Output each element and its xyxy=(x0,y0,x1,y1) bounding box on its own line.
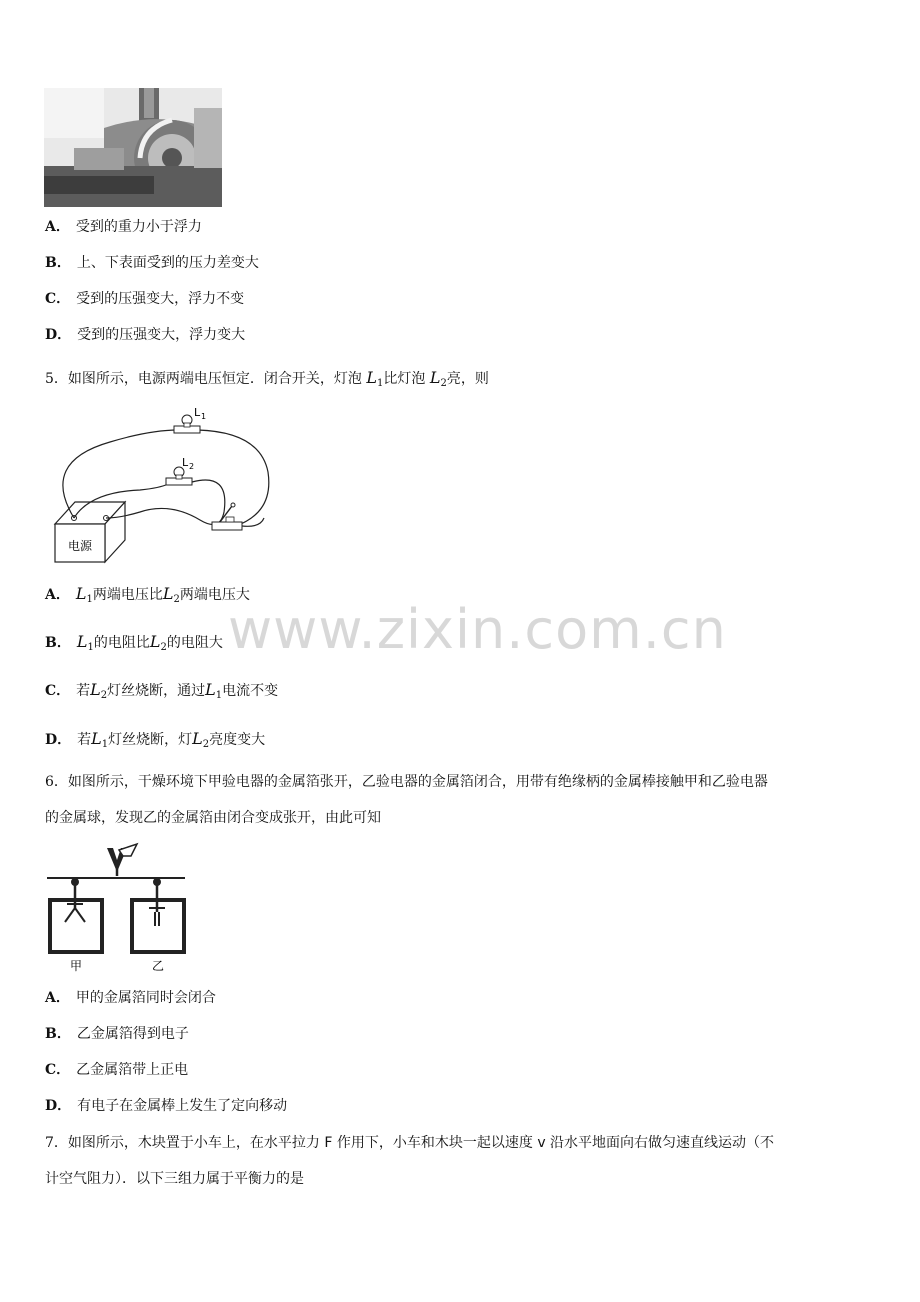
switch xyxy=(212,503,242,530)
q6-option-b: B． 乙金属箔得到电子 xyxy=(45,1026,189,1042)
q6-stem-line1: 6．如图所示，干燥环境下甲验电器的金属箔张开，乙验电器的金属箔闭合，用带有绝缘柄的金属棒接触甲和乙验电器 xyxy=(45,774,768,790)
q4-option-c: C． 受到的压强变大，浮力不变 xyxy=(45,291,245,307)
svg-text:L: L xyxy=(182,456,189,469)
watermark: www.zixin.com.cn xyxy=(228,598,727,661)
q5-circuit-figure xyxy=(50,402,290,568)
q4-option-d: D． 受到的压强变大，浮力变大 xyxy=(45,327,246,343)
electroscope-jia xyxy=(50,878,102,973)
svg-text:1: 1 xyxy=(201,412,207,421)
q5-option-b: B． $L_1$的电阻比$L_2$的电阻大 xyxy=(45,632,223,653)
lamp-l1 xyxy=(174,406,206,433)
q6-option-a: A． 甲的金属箔同时会闭合 xyxy=(45,990,216,1006)
q4-option-b: B． 上、下表面受到的压力差变大 xyxy=(45,255,259,271)
q6-stem-line2: 的金属球，发现乙的金属箔由闭合变成张开，由此可知 xyxy=(45,810,381,826)
svg-text:2: 2 xyxy=(189,462,195,471)
svg-text:乙: 乙 xyxy=(151,959,165,973)
q4-photo xyxy=(44,88,222,207)
q7-stem-line2: 计空气阻力）．以下三组力属于平衡力的是 xyxy=(45,1171,304,1187)
q5-stem: 5．如图所示，电源两端电压恒定．闭合开关，灯泡 $L_1$比灯泡 $L_2$亮，则 xyxy=(45,368,489,389)
svg-text:甲: 甲 xyxy=(69,959,83,973)
q6-electroscope-figure xyxy=(45,842,190,974)
q5-option-d: D． 若$L_1$灯丝烧断，灯$L_2$亮度变大 xyxy=(45,729,266,750)
q6-option-d: D． 有电子在金属棒上发生了定向移动 xyxy=(45,1098,288,1114)
lamp-l2 xyxy=(166,456,194,485)
q5-option-c: C． 若$L_2$灯丝烧断，通过$L_1$电流不变 xyxy=(45,680,279,701)
q7-stem-line1: 7．如图所示，木块置于小车上，在水平拉力 F 作用下，小车和木块一起以速度 v 沿水平地面向右做匀速直线运动（不 xyxy=(45,1135,775,1151)
q5-option-a: A． $L_1$两端电压比$L_2$两端电压大 xyxy=(45,584,250,605)
q4-option-a: A． 受到的重力小于浮力 xyxy=(45,219,202,235)
power-label: 电源 xyxy=(67,539,93,553)
q6-option-c: C． 乙金属箔带上正电 xyxy=(45,1062,189,1078)
power-source xyxy=(55,502,125,562)
svg-text:L: L xyxy=(194,406,201,419)
electroscope-yi xyxy=(132,878,184,973)
insulated-handle xyxy=(107,844,137,876)
